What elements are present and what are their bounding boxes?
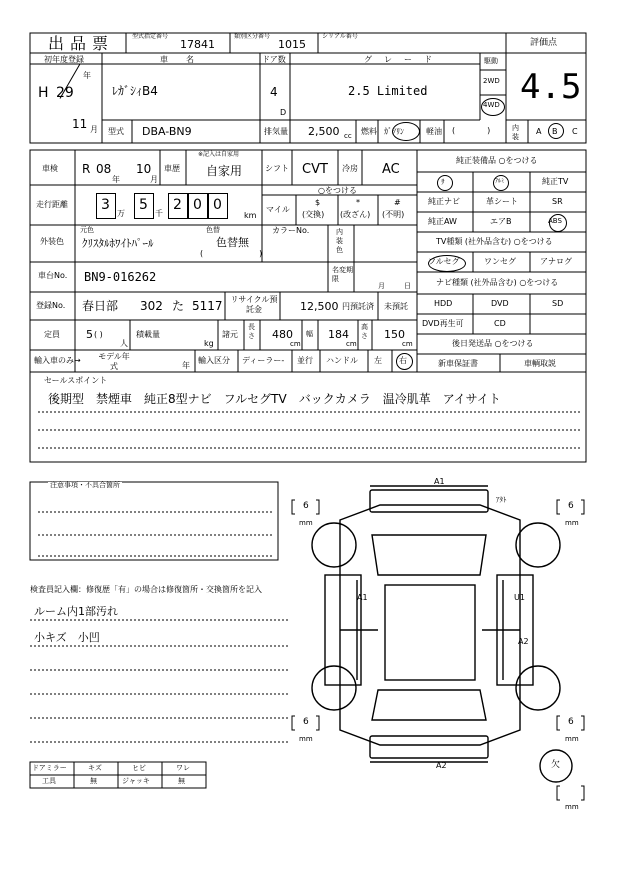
height-value: 150 [384, 328, 405, 341]
navi-item-5: CD [494, 319, 506, 328]
notes-label: 注意事項・不具合箇所 [50, 481, 120, 489]
mark-rear: ｱﾀﾄ [496, 496, 507, 504]
interior-color-label: 内装色 [336, 228, 343, 254]
interior-b: B [552, 127, 558, 136]
navi-item-1: HDD [434, 299, 453, 308]
tread-left-bottom: 6 [303, 717, 309, 727]
import-only-label: 輸入車のみ→ [34, 356, 81, 365]
chassis-label: 車台No. [38, 271, 68, 280]
tv-item-3: アナログ [540, 257, 572, 266]
dollar-mark: $ [315, 198, 321, 207]
mileage-sen: 千 [155, 209, 163, 218]
tread-left-top: 6 [303, 501, 309, 511]
model-year-unit: 年 [182, 361, 190, 370]
mark-bottom: A2 [436, 761, 447, 770]
inspection-year-unit: 年 [112, 175, 120, 184]
ac-label: 冷房 [342, 164, 358, 173]
load-unit: kg [204, 339, 214, 348]
legend-value-3: ジャッキ [122, 777, 150, 785]
interior-a: A [536, 127, 542, 136]
mm-right-bottom: mm [565, 735, 579, 743]
import-dealer: ディーラー- [242, 356, 285, 365]
legend-value-4: 無 [178, 777, 185, 785]
fuel-value: ｶﾞｿﾘﾝ [384, 127, 404, 136]
type-label: 型式 [108, 127, 124, 136]
equip-item-2: ｱﾙﾐ [495, 178, 505, 185]
later-item-1: 新車保証書 [438, 359, 478, 368]
model-spec-value: 17841 [180, 38, 215, 51]
equip-item-8: エアB [490, 217, 512, 226]
mm-left-bottom: mm [299, 735, 313, 743]
mark-right-door: U1 [514, 593, 525, 602]
mileage-digit-4: 0 [193, 197, 202, 213]
score-label: 評価点 [530, 38, 558, 48]
inspector-label: 検査員記入欄：修復歴「有」の場合は修復箇所・交換箇所を記入 [30, 585, 262, 594]
inspection-month-unit: 月 [150, 175, 158, 184]
registration-kana: た [172, 299, 185, 313]
ac-value: AC [382, 162, 400, 177]
chassis-value: BN9-016262 [84, 270, 157, 284]
displacement-label: 排気量 [264, 127, 288, 136]
doors-label: ドア数 [262, 55, 286, 64]
color-paren: ( ) [200, 249, 263, 258]
inspection-month: 10 [136, 162, 152, 176]
inspection-era: R [82, 162, 91, 176]
height-cm: cm [402, 340, 413, 348]
load-label: 積載量 [136, 330, 160, 339]
legend-value-1: 工具 [42, 777, 56, 785]
star-mark: * [356, 198, 360, 207]
name-change-month: 月 [378, 282, 385, 290]
year-unit: 年 [83, 71, 91, 80]
mileage-digit-2: 5 [139, 197, 148, 213]
handle-right: 右 [399, 356, 407, 365]
form-title: 出品票 [48, 34, 115, 53]
equip-item-3: 純正TV [542, 177, 569, 186]
legend-header-1: ドアミラー [32, 764, 67, 772]
name-change-label: 名変期限 [332, 266, 353, 283]
tv-header: TV種類 (社外品含む) ○をつける [436, 237, 553, 246]
usage-label: 車歴 [164, 164, 180, 173]
registration-label: 登録No. [36, 301, 66, 310]
sales-text: 後期型 禁煙車 純正8型ナビ フルセグTV バックカメラ 温冷肌革 アイサイト [48, 392, 501, 406]
drive-2wd: 2WD [483, 77, 500, 85]
import-parallel: 並行 [297, 356, 313, 365]
grade-label: グレード [364, 55, 444, 64]
height-label: 高さ [361, 323, 368, 340]
width-cm: cm [346, 340, 357, 348]
navi-item-2: DVD [491, 299, 509, 308]
shift-value: CVT [302, 162, 328, 177]
sales-label: セールスポイント [44, 376, 108, 385]
recycle-unit: 円預託済 [342, 302, 374, 311]
model-year-label: モデル年式 [98, 352, 130, 371]
legend-header-3: ヒビ [132, 764, 146, 772]
era: H [38, 85, 49, 101]
dollar-note: (交換) [302, 210, 325, 219]
light-oil-paren: ( ) [452, 126, 491, 135]
navi-item-4: DVD再生可 [422, 319, 464, 328]
length-cm: cm [290, 340, 301, 348]
drive-4wd: 4WD [483, 101, 500, 109]
color-no-label: カラーNo. [272, 226, 310, 235]
width-label: 幅 [306, 330, 313, 338]
recycle-label: リサイクル預託金 [230, 295, 278, 314]
interior-label: 内装 [512, 124, 519, 141]
dims-label: 諸元 [222, 330, 238, 339]
color-label: 外装色 [40, 237, 64, 246]
mileage-digit-1: 3 [101, 197, 110, 213]
mileage-circle-note: ○をつける [318, 186, 357, 195]
length-value: 480 [272, 328, 293, 341]
mm-right-top: mm [565, 519, 579, 527]
tread-right-bottom: 6 [568, 717, 574, 727]
color-change-label: 色替 [206, 226, 220, 234]
mark-roof: A1 [434, 477, 445, 486]
car-diagram [312, 486, 572, 782]
star-note: (改ざん) [340, 210, 371, 219]
door-type: D [280, 108, 287, 117]
mark-spare: 欠 [551, 760, 561, 770]
equip-item-1: ｻ [441, 178, 445, 186]
inspection-label: 車検 [42, 164, 58, 173]
reg-month: 11 [72, 117, 88, 131]
equip-item-9: ABS [548, 217, 562, 225]
mileage-digit-5: 0 [213, 197, 222, 213]
length-label: 長さ [248, 323, 255, 340]
tv-item-2: ワンセグ [484, 257, 516, 266]
mile-label: マイル [266, 205, 290, 214]
equip-item-4: 純正ナビ [428, 197, 460, 206]
cc-unit: cc [344, 132, 352, 140]
capacity-label: 定員 [44, 330, 60, 339]
light-oil-label: 軽油 [426, 127, 442, 136]
class-label: 類別区分番号 [234, 33, 271, 40]
car-name-label: 車名 [160, 55, 212, 64]
month-unit: 月 [90, 125, 98, 134]
original-color-value: ｸﾘｽﾀﾙﾎﾜｲﾄﾊﾟｰﾙ [82, 237, 154, 250]
import-type-label: 輸入区分 [198, 356, 230, 365]
model-spec-label: 型式指定番号 [132, 33, 169, 40]
capacity-value: 5 [86, 328, 93, 341]
displacement-value: 2,500 [308, 125, 340, 138]
usage-value: 自家用 [206, 164, 243, 178]
navi-item-3: SD [552, 299, 564, 308]
color-change-value: 色替無 [216, 236, 249, 249]
legend-header-4: ワレ [176, 764, 190, 772]
serial-label: シリアル番号 [322, 33, 358, 40]
mileage-km: km [244, 211, 257, 220]
equip-item-7: 純正AW [428, 217, 457, 226]
first-reg-label: 初年度登録 [44, 55, 84, 64]
mileage-digit-3: 2 [173, 197, 182, 213]
later-item-2: 車輌取説 [524, 359, 556, 368]
equipment-header: 純正装備品 ○をつける [456, 156, 538, 165]
later-header: 後日発送品 ○をつける [452, 339, 534, 348]
capacity-paren: ( ) [94, 330, 103, 339]
drive-label: 駆動 [484, 57, 498, 65]
original-color-label: 元色 [80, 226, 94, 234]
mileage-label: 走行距離 [36, 200, 68, 209]
registration-class: 302 [140, 299, 163, 313]
mileage-man: 万 [117, 209, 125, 218]
registration-number: 5117 [192, 299, 223, 313]
score-value: 4.5 [520, 67, 582, 107]
usage-note: ※記入は自家用 [198, 151, 240, 158]
mm-spare: mm [565, 803, 579, 811]
inspector-line-1: ルーム内1部汚れ [34, 605, 118, 618]
hash-mark: # [394, 198, 401, 207]
recycle-unpaid: 未預託 [384, 302, 408, 311]
name-change-day: 日 [404, 282, 411, 290]
inspection-year: 08 [96, 162, 112, 176]
interior-c: C [572, 127, 578, 136]
width-value: 184 [328, 328, 349, 341]
class-value: 1015 [278, 38, 306, 51]
mm-left-top: mm [299, 519, 313, 527]
legend-value-2: 無 [90, 777, 97, 785]
registration-area: 春日部 [82, 299, 119, 313]
doors-value: 4 [270, 85, 278, 99]
car-name: ﾚｶﾞｼｨB4 [112, 84, 158, 98]
handle-label: ハンドル [326, 356, 358, 365]
mark-left-door: A1 [357, 593, 368, 602]
reg-year: 29 [56, 85, 74, 101]
navi-header: ナビ種類 (社外品含む) ○をつける [436, 278, 559, 287]
tv-item-1: フルセグ [428, 257, 460, 266]
grade-value: 2.5 Limited [348, 84, 428, 98]
equip-item-6: SR [552, 197, 563, 206]
recycle-value: 12,500 [300, 300, 339, 313]
legend-header-2: キズ [88, 764, 102, 772]
handle-left: 左 [374, 356, 382, 365]
hash-note: (不明) [382, 210, 405, 219]
equip-item-5: 革シート [486, 197, 518, 206]
capacity-unit: 人 [120, 339, 128, 348]
inspector-line-2: 小キズ 小凹 [34, 631, 100, 644]
tread-right-top: 6 [568, 501, 574, 511]
mark-right-rear: A2 [518, 637, 529, 646]
shift-label: シフト [265, 164, 289, 173]
fuel-label: 燃料 [361, 127, 377, 136]
type-value: DBA-BN9 [142, 125, 192, 138]
